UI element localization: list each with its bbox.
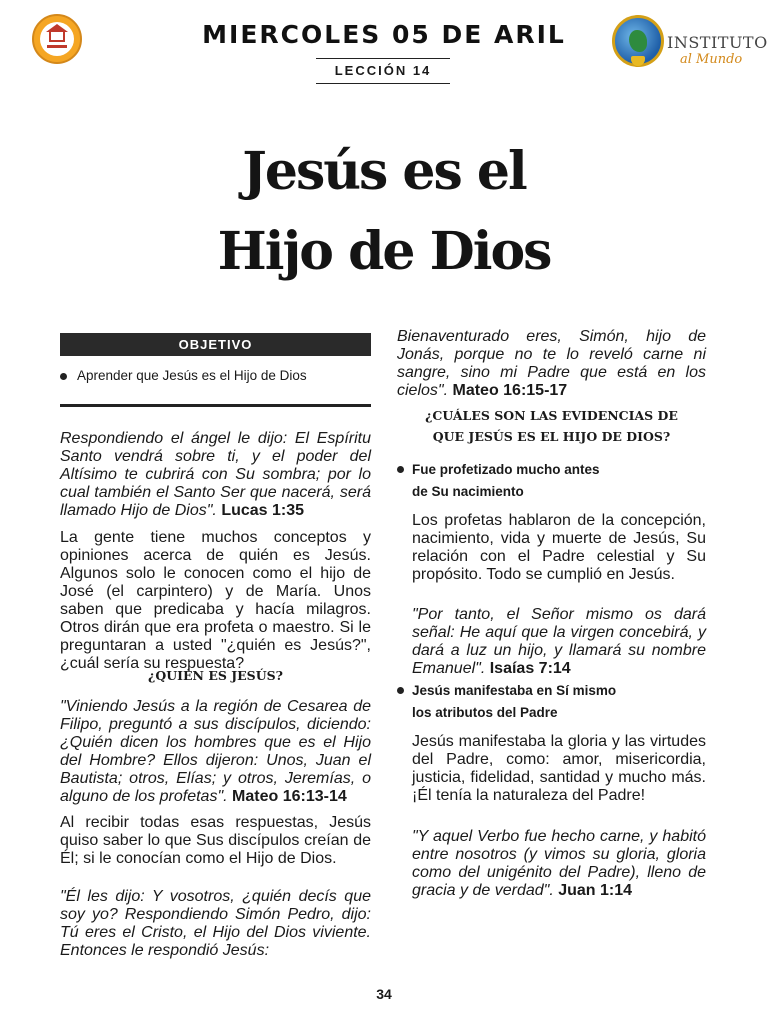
objective-item: [60, 368, 371, 383]
intro-paragraph: La gente tiene muchos conceptos y opiniones acerca de quién es Jesús. Algunos solo le conocen como el hijo de José (el carpintero) y de María. Unos saben que predicaba y hacía milagros. Otros dirán que era profeta o maestro. Si le preguntaran a usted "¿quién es Jesús?", ¿cuál sería su respuesta?: [60, 529, 371, 672]
quote-john-ref: Juan 1:14: [558, 882, 633, 899]
quote-luke: [60, 430, 371, 520]
divider: [60, 404, 371, 407]
title-line-2: Hijo de Dios: [217, 221, 551, 282]
quote-matthew-1-text: "Viniendo Jesús a la región de Cesarea de Filipo, preguntó a sus discípulos, diciendo: ¿Quién dicen los hombres que es el Hijo del Hombre? Ellos dijeron: Unos, Juan el Bautista; otros, Elías; y otros, Jeremías, o alguno de los profetas".: [60, 698, 371, 805]
prophets-paragraph: Los profetas hablaron de la concepción, nacimiento, vida y muerte de Jesús, Su relación con el Padre celestial y Su propósito. Todo se cumplió en Jesús.: [412, 512, 706, 583]
bullet-icon: [397, 466, 404, 473]
attributes-paragraph: Jesús manifestaba la gloria y las virtudes del Padre, como: amor, misericordia, justicia, fidelidad, santidad y mucho más. ¡Él tenía la naturaleza del Padre!: [412, 733, 706, 804]
page-title: [0, 132, 768, 292]
quote-matthew-2-text: Bienaventurado eres, Simón, hijo de Jonás, porque no te lo reveló carne ni sangre, sino mi Padre que está en los cielos".: [397, 328, 706, 399]
quote-john-text: "Y aquel Verbo fue hecho carne, y habitó entre nosotros (y vimos su gloria, gloria como del unigénito del Padre), lleno de gracia y de verdad".: [412, 828, 706, 899]
section-heading-who: ¿QUIÉN ES JESÚS?: [148, 668, 283, 683]
quote-luke-ref: Lucas 1:35: [221, 502, 305, 519]
quote-matthew-1-ref: Mateo 16:13-14: [232, 788, 347, 805]
lesson-label: LECCIÓN 14: [316, 58, 450, 84]
quote-matthew-2-ref: Mateo 16:15-17: [452, 382, 568, 399]
objective-text: Aprender que Jesús es el Hijo de Dios: [77, 368, 307, 383]
globe-icon: [612, 15, 664, 67]
quote-isaiah-text: "Por tanto, el Señor mismo os dará señal: He aquí que la virgen concebirá, y dará a luz un hijo, y llamará su nombre Emanuel".: [412, 606, 706, 677]
title-line-1: Jesús es el: [242, 141, 526, 202]
brand-tagline: al Mundo: [680, 52, 743, 67]
quote-matthew-2-end: [397, 328, 706, 400]
quote-matthew-2-start: "Él les dijo: Y vosotros, ¿quién decís que soy yo? Respondiendo Simón Pedro, dijo: Tú eres el Cristo, el Hijo del Dios viviente. Entonces le respondió Jesús:: [60, 888, 371, 959]
page-number: 34: [376, 986, 392, 1002]
quote-john: [412, 828, 706, 900]
quote-isaiah-ref: Isaías 7:14: [489, 660, 571, 677]
objective-label: OBJETIVO: [60, 333, 371, 356]
brand-name: INSTITUTO: [667, 33, 768, 52]
bullet-icon: [60, 373, 67, 380]
bullet-icon: [397, 687, 404, 694]
section-heading-evidence: ¿CUÁLES SON LAS EVIDENCIAS DE QUE JESÚS ES EL HIJO DE DIOS?: [425, 408, 678, 444]
bullet-attributes: Jesús manifestaba en Sí mismo los atributos del Padre: [412, 680, 706, 723]
quote-luke-text: Respondiendo el ángel le dijo: El Espíritu Santo vendrá sobre ti, y el poder del Altísimo te cubrirá con Su sombra; por lo cual también el Santo Ser que nacerá, será llamado Hijo de Dios".: [60, 430, 371, 519]
disciples-paragraph: Al recibir todas esas respuestas, Jesús quiso saber lo que Sus discípulos creían de Él; si le conocían como el Hijo de Dios.: [60, 814, 371, 867]
quote-isaiah: [412, 606, 706, 678]
header-title: MIERCOLES 05 DE ARIL: [202, 20, 566, 49]
quote-matthew-1: [60, 698, 371, 806]
bullet-prophesied: Fue profetizado mucho antes de Su nacimiento: [412, 459, 706, 502]
